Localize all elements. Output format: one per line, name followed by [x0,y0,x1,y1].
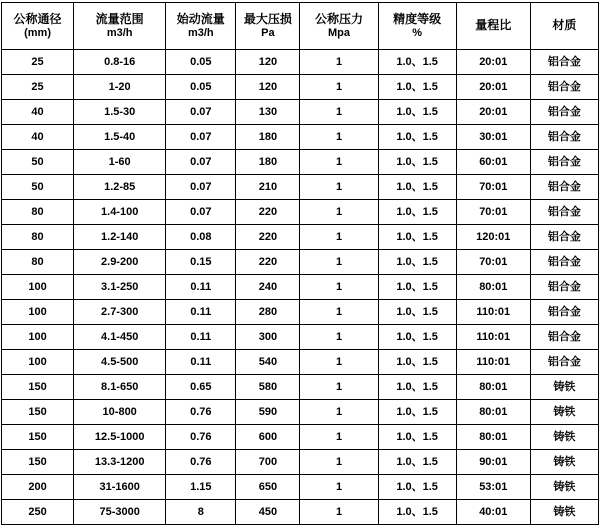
table-cell: 10-800 [74,400,166,425]
column-header-flow-range [74,3,166,50]
table-cell: 300 [236,325,300,350]
table-cell: 150 [2,450,74,475]
table-cell: 13.3-1200 [74,450,166,475]
table-cell: 1 [300,175,378,200]
column-header-start-flow [166,3,236,50]
column-header-line2: m3/h [106,26,133,39]
table-row [2,475,599,500]
table-row [2,500,599,525]
table-cell: 1 [300,425,378,450]
table-cell: 1.0、1.5 [378,400,456,425]
table-cell: 8.1-650 [74,375,166,400]
table-cell: 240 [236,275,300,300]
table-row [2,50,599,75]
table-cell: 1.0、1.5 [378,500,456,525]
table-cell: 1.0、1.5 [378,275,456,300]
table-cell: 4.1-450 [74,325,166,350]
table-cell: 1 [300,475,378,500]
table-cell: 2.9-200 [74,250,166,275]
table-cell: 100 [2,350,74,375]
table-cell: 590 [236,400,300,425]
table-cell: 80:01 [456,400,530,425]
column-header-line1: 公称通径 [13,11,62,26]
table-cell: 铝合金 [530,125,598,150]
table-cell: 0.07 [166,100,236,125]
table-cell: 53:01 [456,475,530,500]
table-row [2,150,599,175]
table-cell: 31-1600 [74,475,166,500]
table-cell: 1.0、1.5 [378,200,456,225]
table-row [2,275,599,300]
table-cell: 540 [236,350,300,375]
table-cell: 60:01 [456,150,530,175]
table-cell: 铝合金 [530,225,598,250]
table-row [2,350,599,375]
table-cell: 280 [236,300,300,325]
table-row [2,200,599,225]
table-cell: 1 [300,150,378,175]
table-cell: 180 [236,125,300,150]
table-cell: 1 [300,200,378,225]
column-header-line1: 始动流量 [176,11,225,26]
table-cell: 1 [300,500,378,525]
table-cell: 1 [300,250,378,275]
table-cell: 铝合金 [530,50,598,75]
table-cell: 1.0、1.5 [378,125,456,150]
column-header-turndown-ratio [456,3,530,50]
table-cell: 110:01 [456,350,530,375]
column-header-line2: Mpa [328,26,351,39]
column-header-line1: 材质 [552,18,577,33]
table-cell: 1.0、1.5 [378,225,456,250]
table-cell: 70:01 [456,250,530,275]
table-cell: 130 [236,100,300,125]
table-cell: 220 [236,225,300,250]
table-cell: 铝合金 [530,325,598,350]
table-cell: 0.65 [166,375,236,400]
table-cell: 0.76 [166,450,236,475]
table-cell: 20:01 [456,50,530,75]
table-cell: 150 [2,375,74,400]
table-row [2,300,599,325]
table-cell: 4.5-500 [74,350,166,375]
table-cell: 80 [2,225,74,250]
table-cell: 120 [236,75,300,100]
table-cell: 1.0、1.5 [378,450,456,475]
table-cell: 1.0、1.5 [378,375,456,400]
table-row [2,100,599,125]
table-cell: 0.11 [166,300,236,325]
table-cell: 1 [300,350,378,375]
table-cell: 1 [300,225,378,250]
table-cell: 210 [236,175,300,200]
table-cell: 100 [2,300,74,325]
table-row [2,175,599,200]
table-cell: 0.76 [166,400,236,425]
specification-table [1,2,599,525]
table-cell: 1.0、1.5 [378,425,456,450]
table-cell: 80:01 [456,375,530,400]
table-cell: 180 [236,150,300,175]
column-header-line2: % [412,26,423,39]
column-header-accuracy-class [378,3,456,50]
table-row [2,250,599,275]
table-cell: 50 [2,150,74,175]
table-cell: 110:01 [456,300,530,325]
table-cell: 40:01 [456,500,530,525]
table-cell: 25 [2,50,74,75]
table-row [2,400,599,425]
table-cell: 100 [2,325,74,350]
table-cell: 铸铁 [530,400,598,425]
table-cell: 700 [236,450,300,475]
table-cell: 1 [300,100,378,125]
table-cell: 1.0、1.5 [378,150,456,175]
table-cell: 0.11 [166,350,236,375]
table-cell: 1.2-85 [74,175,166,200]
table-row [2,125,599,150]
table-cell: 1.0、1.5 [378,475,456,500]
table-cell: 150 [2,425,74,450]
table-cell: 220 [236,200,300,225]
table-cell: 120:01 [456,225,530,250]
table-cell: 1.0、1.5 [378,325,456,350]
table-cell: 铝合金 [530,250,598,275]
column-header-line1: 精度等级 [393,11,442,26]
table-cell: 2.7-300 [74,300,166,325]
table-cell: 200 [2,475,74,500]
table-cell: 铸铁 [530,500,598,525]
table-cell: 铸铁 [530,375,598,400]
table-cell: 1.4-100 [74,200,166,225]
column-header-line2: (mm) [24,26,51,39]
table-header-row [2,3,599,50]
table-cell: 0.05 [166,75,236,100]
table-cell: 铝合金 [530,300,598,325]
column-header-nominal-diameter [2,3,74,50]
table-cell: 90:01 [456,450,530,475]
table-cell: 1 [300,375,378,400]
table-cell: 铸铁 [530,450,598,475]
table-cell: 1.0、1.5 [378,175,456,200]
table-cell: 1-20 [74,75,166,100]
table-cell: 1.2-140 [74,225,166,250]
table-cell: 0.07 [166,175,236,200]
column-header-line2: Pa [261,26,275,39]
column-header-nominal-pressure [300,3,378,50]
table-cell: 80 [2,250,74,275]
table-cell: 1.0、1.5 [378,250,456,275]
table-header [2,3,599,50]
table-cell: 1.0、1.5 [378,350,456,375]
table-cell: 0.08 [166,225,236,250]
table-cell: 450 [236,500,300,525]
table-cell: 1.0、1.5 [378,50,456,75]
table-cell: 铝合金 [530,150,598,175]
table-cell: 70:01 [456,200,530,225]
table-cell: 1 [300,75,378,100]
column-header-line1: 最大压损 [243,11,292,26]
table-cell: 12.5-1000 [74,425,166,450]
table-cell: 1.0、1.5 [378,100,456,125]
column-header-max-pressure-loss [236,3,300,50]
table-cell: 0.11 [166,275,236,300]
table-cell: 1 [300,275,378,300]
table-cell: 3.1-250 [74,275,166,300]
table-cell: 100 [2,275,74,300]
table-cell: 30:01 [456,125,530,150]
table-row [2,325,599,350]
table-cell: 120 [236,50,300,75]
table-cell: 20:01 [456,100,530,125]
column-header-line1: 流量范围 [95,11,144,26]
table-cell: 1.0、1.5 [378,75,456,100]
table-cell: 220 [236,250,300,275]
table-row [2,425,599,450]
table-row [2,450,599,475]
column-header-line1: 量程比 [475,18,512,33]
table-cell: 0.76 [166,425,236,450]
table-cell: 110:01 [456,325,530,350]
column-header-line1: 公称压力 [315,11,364,26]
table-cell: 1 [300,300,378,325]
table-cell: 0.07 [166,150,236,175]
table-cell: 1 [300,325,378,350]
table-cell: 1.5-30 [74,100,166,125]
table-cell: 1.15 [166,475,236,500]
table-cell: 铝合金 [530,200,598,225]
table-cell: 铝合金 [530,275,598,300]
table-cell: 0.05 [166,50,236,75]
table-cell: 0.11 [166,325,236,350]
table-cell: 20:01 [456,75,530,100]
table-cell: 1 [300,400,378,425]
table-cell: 580 [236,375,300,400]
table-cell: 40 [2,125,74,150]
table-cell: 0.07 [166,125,236,150]
table-cell: 铸铁 [530,475,598,500]
table-cell: 1-60 [74,150,166,175]
table-cell: 1 [300,50,378,75]
table-cell: 1 [300,125,378,150]
table-cell: 1.0、1.5 [378,300,456,325]
table-cell: 铝合金 [530,350,598,375]
table-cell: 8 [166,500,236,525]
table-cell: 75-3000 [74,500,166,525]
table-cell: 80:01 [456,425,530,450]
table-cell: 80:01 [456,275,530,300]
table-cell: 40 [2,100,74,125]
table-cell: 1.5-40 [74,125,166,150]
table-row [2,375,599,400]
column-header-material [530,3,598,50]
table-cell: 铸铁 [530,425,598,450]
table-cell: 250 [2,500,74,525]
table-cell: 650 [236,475,300,500]
table-cell: 0.07 [166,200,236,225]
table-cell: 0.8-16 [74,50,166,75]
table-cell: 铝合金 [530,75,598,100]
table-cell: 铝合金 [530,100,598,125]
table-cell: 600 [236,425,300,450]
table-row [2,75,599,100]
table-row [2,225,599,250]
table-cell: 80 [2,200,74,225]
table-cell: 25 [2,75,74,100]
table-body [2,50,599,525]
table-cell: 1 [300,450,378,475]
table-cell: 0.15 [166,250,236,275]
table-cell: 50 [2,175,74,200]
column-header-line2: m3/h [187,26,214,39]
table-cell: 70:01 [456,175,530,200]
table-cell: 铝合金 [530,175,598,200]
table-cell: 150 [2,400,74,425]
